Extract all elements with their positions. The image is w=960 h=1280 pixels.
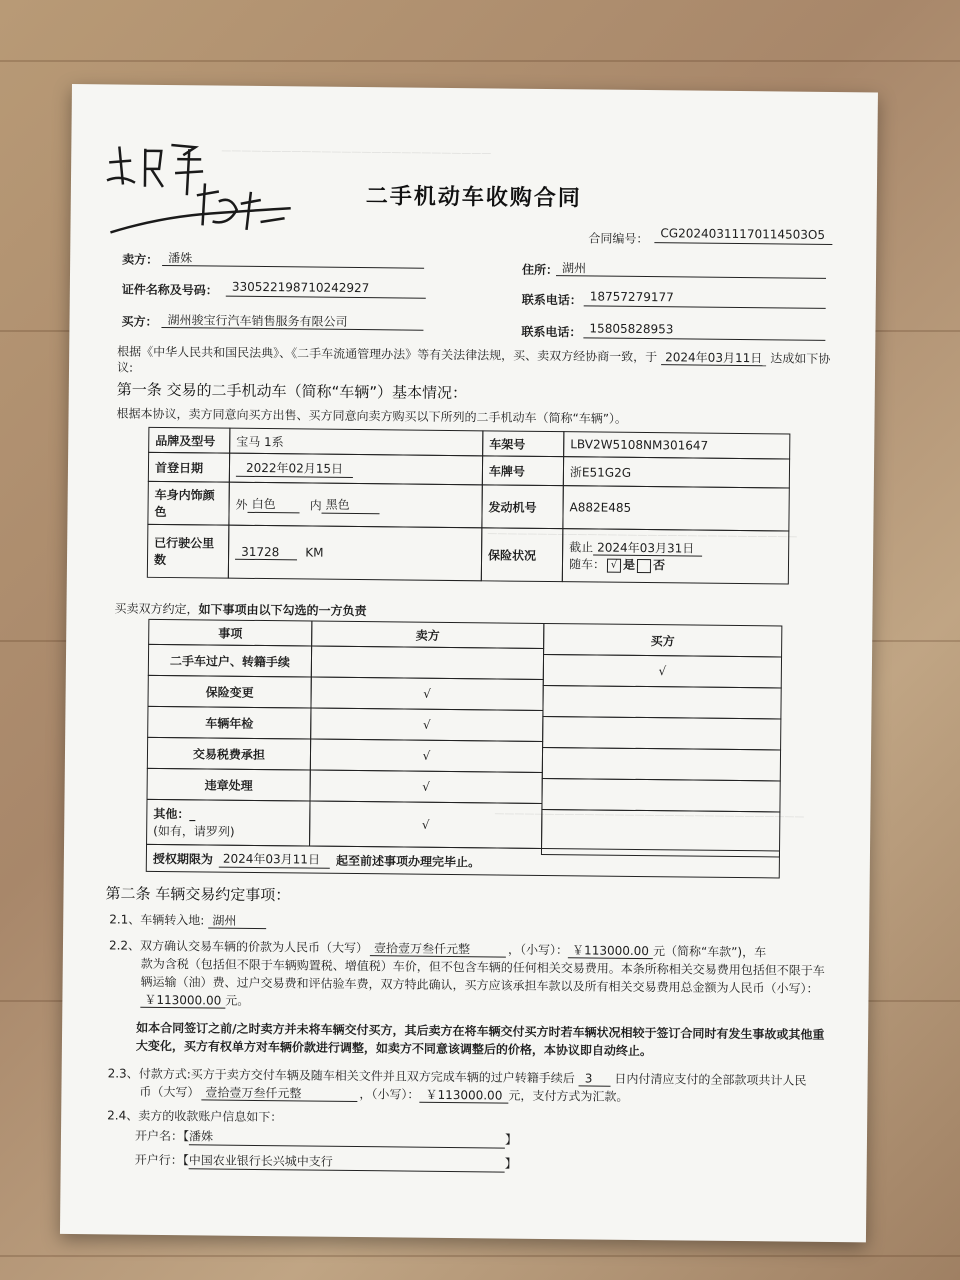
insurance-no-checkbox [637,558,651,572]
seller-phone-value: 18757279177 [584,289,826,309]
vehicle-info-table [147,427,791,596]
contract-paper [60,84,878,1242]
page-title: 二手机动车收购合同 [365,184,582,212]
total-amount-value: ￥113000.00 [140,993,225,1009]
duty-other-seller-check: √ [309,801,542,849]
account-name-row: 开户名：【潘姝 】 [134,1128,518,1147]
account-name-value: 潘姝 [189,1127,505,1148]
duty-row-buyer-check: √ [543,654,782,689]
buyer-label: 买方： [121,314,158,329]
duty-row-label: 交易税费承担 [147,737,311,771]
color-cell: 外 白色 内 黑色 [228,482,482,529]
brand-value: 宝马 1系 [229,428,483,457]
reg-date-label: 首登日期 [148,452,230,483]
plate-label: 车牌号 [482,455,564,486]
address-label: 住所： [522,262,559,278]
bank-value: 中国农业银行长兴城中支行 [189,1151,505,1172]
clause-2-1: 2.1、车辆转入地: 湖州 [109,910,266,929]
price-lower-value: ￥113000.00 [568,943,653,959]
bank-row: 开户行：【中国农业银行长兴城中支行 】 [134,1152,517,1171]
bleed-through-text: ——————————————————————————— [221,145,492,160]
auth-date-value: 2024年03月11日 [219,850,330,869]
duties-intro: 买卖双方约定，如下事项由以下勾选的一方负责 [114,601,367,619]
duty-row-seller-check: √ [310,739,543,773]
bold-clause-line1: 如本合同签订之前/之时卖方并未将车辆交付买方，其后卖方在将车辆交付买方时若车辆状况相较于签订合同时有发生事故或其他重 [136,1020,825,1042]
intro-date: 2024年03月11日 [661,350,766,366]
clause-2-4: 2.4、卖方的收款账户信息如下： [107,1108,283,1125]
id-label: 证件名称及号码： [121,282,218,298]
vin-value: LBV2W5108NM301647 [563,431,790,459]
intro-text-end: 议: [116,360,134,375]
insurance-yes-checkbox: √ [607,558,621,572]
mileage-label: 已行驶公里 数 [147,524,230,579]
bleed-through-text: ——————————————————————————————— [487,528,798,543]
payment-lower-value: ￥113000.00 [419,1088,508,1104]
payment-upper-value: 壹拾壹万叁仟元整 [201,1085,357,1102]
duty-row-seller-check: √ [309,770,542,804]
mileage-cell: 31728 KM [228,525,483,582]
duty-row-seller [311,646,544,680]
duties-col-buyer: 买方 [543,623,782,658]
color-label: 车身内饰颜 色 [147,481,229,526]
brand-label: 品牌及型号 [148,427,230,454]
insurance-cell: 截止 2024年03月31日 随车： √ 是 否 [562,528,790,584]
article-1-intro: 根据本协议，卖方同意向买方出售、买方同意向卖方购买以下所列的二手机动车（简称“车辆”）。 [116,406,628,426]
duty-row-label: 违章处理 [147,768,311,802]
engine-label: 发动机号 [481,484,563,529]
seller-label: 卖方： [122,252,159,267]
duties-col-item: 事项 [148,619,312,647]
buyer-phone-label: 联系电话： [521,324,582,340]
seller-value: 潘姝 [162,249,424,269]
auth-period-row: 授权期限为 2024年03月11日 起至前述事项办理完毕止。 [146,844,780,879]
duty-row-seller-check: √ [310,677,543,711]
vin-label: 车架号 [482,430,564,457]
clause-2-2: 2.2、双方确认交易车辆的价款为人民币（大写） 壹拾壹万叁仟元整 ，（小写）： ￥113000.00 元（简称“车款”)，车 [108,938,767,960]
payment-days-value: 3 [579,1071,611,1086]
duty-row-label: 二手车过户、转籍手续 [148,644,312,678]
intro-text: 根据《中华人民共和国民法典》、《二手车流通管理办法》等有关法律法规，买、卖双方经协商一致，于 2024年03月11日 达成如下协 [117,344,831,366]
bleed-through-text: ——————————————————————————————— [494,808,805,823]
buyer-value: 湖州骏宝行汽车销售服务有限公司 [161,311,423,331]
duty-row-buyer [542,747,781,782]
clause-2-2-line4: ￥113000.00 元。 [140,991,249,1009]
duty-row-buyer [541,778,780,813]
duty-row-label: 车辆年检 [147,706,311,740]
engine-value: A882E485 [562,485,789,531]
ext-color-value: 白色 [248,495,300,514]
mileage-value: 31728 [235,544,297,560]
price-upper-value: 壹拾壹万叁仟元整 [370,941,506,957]
int-color-value: 黑色 [322,496,380,515]
plate-value: 浙E51G2G [563,456,790,488]
address-value: 湖州 [556,259,826,279]
buyer-phone-value: 15805828953 [583,321,825,341]
duty-other-label: 其他：_ (如有，请罗列) [146,799,310,847]
clause-2-3: 2.3、付款方式:买方于卖方交付车辆及随车相关文件并且双方完成车辆的过户转籍手续后 3 日内付清应支付的全部款项共计人民 [107,1066,807,1088]
contract-no-label: 合同编号： [588,231,649,247]
bold-clause-line2: 大变化，买方有权单方对车辆价款进行调整，如卖方不同意该调整后的价格，本协议即自动终止。 [135,1038,652,1059]
reg-date-cell [229,453,483,486]
transfer-location-value: 湖州 [208,913,266,929]
article-2-title: 第二条 车辆交易约定事项： [105,884,291,905]
duty-row-seller-check: √ [310,708,543,742]
duty-row-label: 保险变更 [147,675,311,709]
reg-date-value: 2022年02月15日 [236,459,353,478]
clause-2-3-line2: 币（大写） 壹拾壹万叁仟元整 ，（小写）： ￥113000.00 元，支付方式为汇款。 [139,1084,629,1104]
id-number-value: 330522198710242927 [226,280,426,299]
duties-table [146,619,783,882]
clause-2-2-line3: 辆运输（油）费、过户交易费和评估验车费，双方特此确认，买方应该承担车款以及所有相关交易费用总金额为人民币（小写）： [140,974,819,996]
article-1-title: 第一条 交易的二手机动车（简称“车辆”）基本情况： [116,380,468,403]
contract-no-value: CG20240311170114503O5 [654,226,832,245]
insurance-until-value: 2024年03月31日 [593,540,702,556]
seller-phone-label: 联系电话： [521,292,582,308]
duty-row-buyer [542,716,781,751]
duty-row-buyer [542,685,781,720]
clause-2-2-line2: 款为含税（包括但不限于车辆购置税、增值税）车价，但不包含车辆的任何相关交易费用。本条所称相关交易费用包括但不限于车 [140,956,825,978]
duties-col-seller: 卖方 [311,621,544,649]
insurance-label: 保险状况 [481,527,564,582]
